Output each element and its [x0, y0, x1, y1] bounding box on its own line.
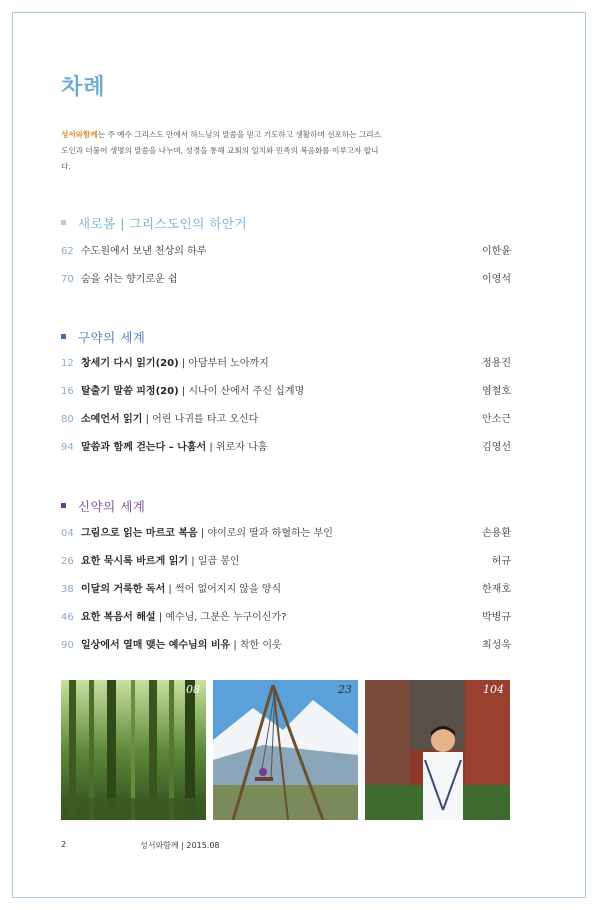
toc-title-bold: 탈출기 말씀 피정(20) — [81, 386, 179, 397]
toc-row[interactable] — [61, 413, 511, 427]
toc-title-text: 수도원에서 보낸 천상의 하루 — [81, 246, 207, 257]
toc-author: 정용진 — [482, 358, 511, 369]
section-bullet-icon — [61, 334, 66, 339]
toc-page-number: 94 — [61, 442, 74, 453]
photo-page-number: 104 — [483, 683, 504, 696]
photo-portrait[interactable] — [365, 680, 510, 820]
page-title: 차례 — [61, 75, 106, 100]
bamboo-forest-image — [61, 680, 206, 820]
toc-title-text: | 예수님, 그분은 누구이신가? — [155, 612, 287, 623]
toc-title — [81, 273, 177, 287]
portrait-image — [365, 680, 510, 820]
section-heading-saerobom — [61, 214, 247, 232]
toc-page-number: 62 — [61, 246, 74, 257]
toc-author: 이영석 — [482, 274, 511, 285]
toc-row[interactable] — [61, 639, 511, 653]
section-heading-text: 신약의 세계 — [78, 499, 146, 514]
toc-title — [81, 639, 282, 653]
toc-page-number: 26 — [61, 556, 74, 567]
toc-row[interactable] — [61, 441, 511, 455]
toc-page-number: 80 — [61, 414, 74, 425]
toc-page-number: 38 — [61, 584, 74, 595]
toc-row[interactable] — [61, 583, 511, 597]
toc-author: 최성욱 — [482, 640, 511, 651]
photo-page-number: 23 — [338, 683, 352, 696]
mountain-swing-image — [213, 680, 358, 820]
footer-magazine: 성서와함께 | 2015.08 — [140, 841, 220, 850]
toc-title-bold: 말씀과 함께 걷는다 – 나훔서 — [81, 442, 207, 453]
toc-title-bold: 그림으로 읽는 마르코 복음 — [81, 528, 198, 539]
toc-title-bold: 요한 묵시록 바르게 읽기 — [81, 556, 189, 567]
intro-text: 는 주 예수 그리스도 안에서 하느님의 말씀을 믿고 기도하고 생활하며 선포하는 그리스도인과 더불어 생명의 말씀을 나누며, 성경을 통해 교회의 일치와 민족의 복음화를 이루고자 합니다. — [61, 130, 381, 171]
toc-title — [81, 357, 269, 371]
toc-page-number: 16 — [61, 386, 74, 397]
toc-title-text: | 어린 나귀를 타고 오신다 — [142, 414, 259, 425]
photo-mountain-swing[interactable] — [213, 680, 358, 820]
toc-title — [81, 441, 267, 455]
intro-paragraph — [61, 127, 381, 175]
toc-title-bold: 일상에서 열매 맺는 예수님의 비유 — [81, 640, 231, 651]
toc-row[interactable] — [61, 527, 511, 541]
toc-title-text: | 착한 이웃 — [230, 640, 282, 651]
toc-author: 이한윤 — [482, 246, 511, 257]
toc-page-number: 46 — [61, 612, 74, 623]
section-bullet-icon — [61, 220, 66, 225]
section-heading-new-testament — [61, 497, 145, 515]
toc-page-number: 70 — [61, 274, 74, 285]
toc-title-text: | 야이로의 딸과 하혈하는 부인 — [197, 528, 333, 539]
section-heading-text: 구약의 세계 — [78, 330, 146, 345]
toc-title-text: | 아담부터 노아까지 — [178, 358, 269, 369]
section-bullet-icon — [61, 503, 66, 508]
toc-title-bold: 창세기 다시 읽기(20) — [81, 358, 179, 369]
toc-title-text: | 시나이 산에서 주신 십계명 — [178, 386, 305, 397]
toc-title-text: | 일곱 봉인 — [188, 556, 240, 567]
toc-title — [81, 245, 206, 259]
toc-title — [81, 413, 258, 427]
toc-row[interactable] — [61, 385, 511, 399]
photo-bamboo-forest[interactable] — [61, 680, 206, 820]
toc-author: 김영선 — [482, 442, 511, 453]
toc-title-bold: 요한 복음서 해설 — [81, 612, 156, 623]
section-heading-old-testament — [61, 328, 145, 346]
toc-author: 염철호 — [482, 386, 511, 397]
footer-page-number: 2 — [61, 840, 67, 849]
toc-title — [81, 611, 286, 625]
toc-row[interactable] — [61, 273, 511, 287]
photo-page-number: 08 — [186, 683, 200, 696]
section-heading-text: 새로봄 | 그리스도인의 하안거 — [78, 216, 248, 231]
toc-author: 안소근 — [482, 414, 511, 425]
toc-row[interactable] — [61, 357, 511, 371]
toc-row[interactable] — [61, 245, 511, 259]
toc-page-number: 04 — [61, 528, 74, 539]
toc-title — [81, 527, 333, 541]
toc-row[interactable] — [61, 611, 511, 625]
toc-author: 한재호 — [482, 584, 511, 595]
toc-author: 허규 — [491, 556, 511, 567]
toc-title — [81, 385, 304, 399]
toc-title-text: 숨을 쉬는 향기로운 쉼 — [81, 274, 178, 285]
toc-title-bold: 이달의 거룩한 독서 — [81, 584, 166, 595]
toc-author: 손용환 — [482, 528, 511, 539]
toc-row[interactable] — [61, 555, 511, 569]
toc-title-text: | 위로자 나훔 — [206, 442, 268, 453]
toc-title-text: | 썩어 없어지지 않을 양식 — [165, 584, 282, 595]
toc-page-number: 90 — [61, 640, 74, 651]
toc-page-number: 12 — [61, 358, 74, 369]
intro-brand: 성서와함께 — [61, 130, 98, 139]
toc-title — [81, 583, 281, 597]
toc-title-bold: 소예언서 읽기 — [81, 414, 143, 425]
toc-title — [81, 555, 240, 569]
toc-author: 박병규 — [482, 612, 511, 623]
